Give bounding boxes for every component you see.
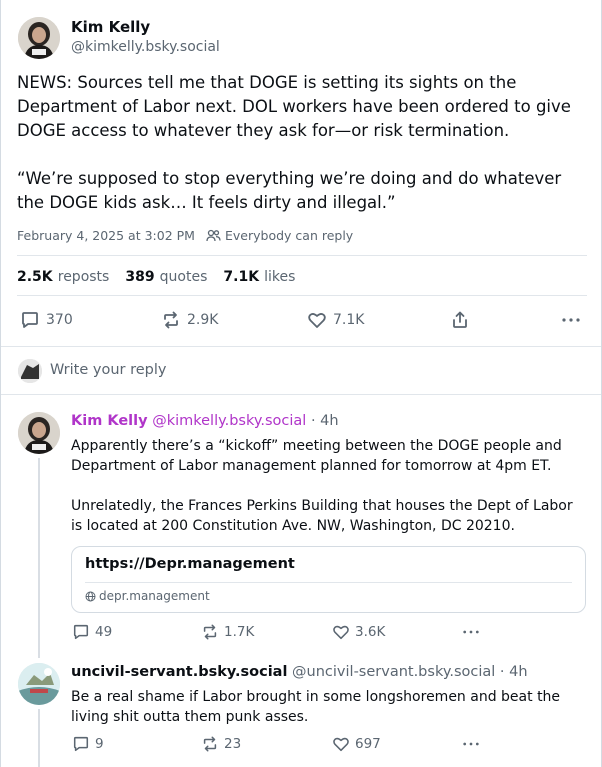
link-domain-row [85,589,210,603]
repost-icon [201,735,219,753]
link-card-divider [85,582,572,583]
divider [1,394,601,395]
reply-button[interactable] [72,735,104,753]
repost-icon [201,623,219,641]
link-domain: depr.management [99,589,210,603]
reply-text [71,436,583,536]
reply-age[interactable]: · 4h [310,413,339,429]
globe-icon [85,591,96,602]
reply-author-handle[interactable]: @uncivil-servant.bsky.social [292,664,496,680]
more-options-button[interactable] [561,310,581,330]
divider [17,255,587,256]
thread-line [38,709,40,767]
like-count: 697 [355,736,381,752]
repost-icon [161,310,181,330]
reply-text [71,687,583,727]
avatar-image [18,663,60,705]
reply-count: 49 [95,624,113,640]
reply-setting-label: Everybody can reply [225,228,354,243]
quotes-stat[interactable]: 389 quotes [125,269,208,285]
author-name[interactable]: Kim Kelly [71,18,151,36]
more-icon [461,735,481,753]
divider [1,346,601,347]
post-text [17,71,587,215]
reply-author-handle[interactable]: @kimkelly.bsky.social [152,413,307,429]
link-card[interactable] [71,546,586,613]
repost-button[interactable] [201,735,241,753]
heart-icon [307,310,327,330]
avatar-image [18,359,42,383]
more-icon [461,623,481,641]
reply-composer[interactable]: Write your reply [50,362,167,378]
like-count: 7.1K [333,312,365,328]
repost-button[interactable] [201,623,254,641]
reply-setting [206,228,353,243]
share-icon [450,310,470,330]
people-icon [206,229,221,242]
author-handle[interactable]: @kimkelly.bsky.social [71,39,220,55]
share-button[interactable] [450,310,470,330]
more-options-button[interactable] [461,623,481,641]
reply-icon [20,310,40,330]
more-icon [561,310,581,330]
divider [17,295,587,296]
reply-age[interactable]: · 4h [499,664,528,680]
reply-count: 370 [46,312,73,328]
avatar-image [18,412,60,454]
thread-line [38,458,40,658]
reply-author-name[interactable]: Kim Kelly [71,413,148,429]
reply-header [71,664,528,680]
reply-header [71,413,339,429]
more-options-button[interactable] [461,735,481,753]
reply-paragraph-1: Be a real shame if Labor brought in some longshoremen and beat the living shit outta them punk asses. [71,689,561,725]
repost-count: 1.7K [224,624,255,640]
post-paragraph-2: “We’re supposed to stop everything we’re doing and do whatever the DOGE kids ask… It feels dirty and illegal.” [17,169,562,212]
reply-author-name[interactable]: uncivil-servant.bsky.social [71,664,288,680]
like-button[interactable] [332,735,381,753]
reposts-stat[interactable]: 2.5K reposts [17,269,110,285]
like-button[interactable] [307,310,364,330]
avatar-image [18,17,60,59]
reply-icon [72,735,90,753]
author-avatar[interactable] [18,17,60,59]
reply-button[interactable] [20,310,73,330]
post-paragraph-1: NEWS: Sources tell me that DOGE is setting its sights on the Department of Labor next. DOL workers have been ordered to give DOGE access to whatever they ask for—or risk termination. [17,73,571,140]
like-button[interactable] [332,623,385,641]
repost-button[interactable] [161,310,218,330]
like-count: 3.6K [355,624,386,640]
reply-author-avatar[interactable] [18,412,60,454]
link-title: https://Depr.management [85,556,295,572]
repost-count: 2.9K [187,312,219,328]
likes-stat[interactable]: 7.1K likes [223,269,296,285]
post-stats [17,266,295,285]
reply-icon [72,623,90,641]
reply-paragraph-2: Unrelatedly, the Frances Perkins Building that houses the Dept of Labor is located at 200 Constitution Ave. NW, Washington, DC 20210. [71,498,573,534]
repost-count: 23 [224,736,242,752]
post-timestamp[interactable]: February 4, 2025 at 3:02 PM [17,228,195,243]
reply-paragraph-1: Apparently there’s a “kickoff” meeting between the DOGE people and Department of Labor management planned for tomorrow at 4pm ET. [71,438,562,474]
reply-count: 9 [95,736,104,752]
heart-icon [332,735,350,753]
reply-author-avatar[interactable] [18,663,60,705]
current-user-avatar [18,359,42,383]
reply-button[interactable] [72,623,112,641]
heart-icon [332,623,350,641]
